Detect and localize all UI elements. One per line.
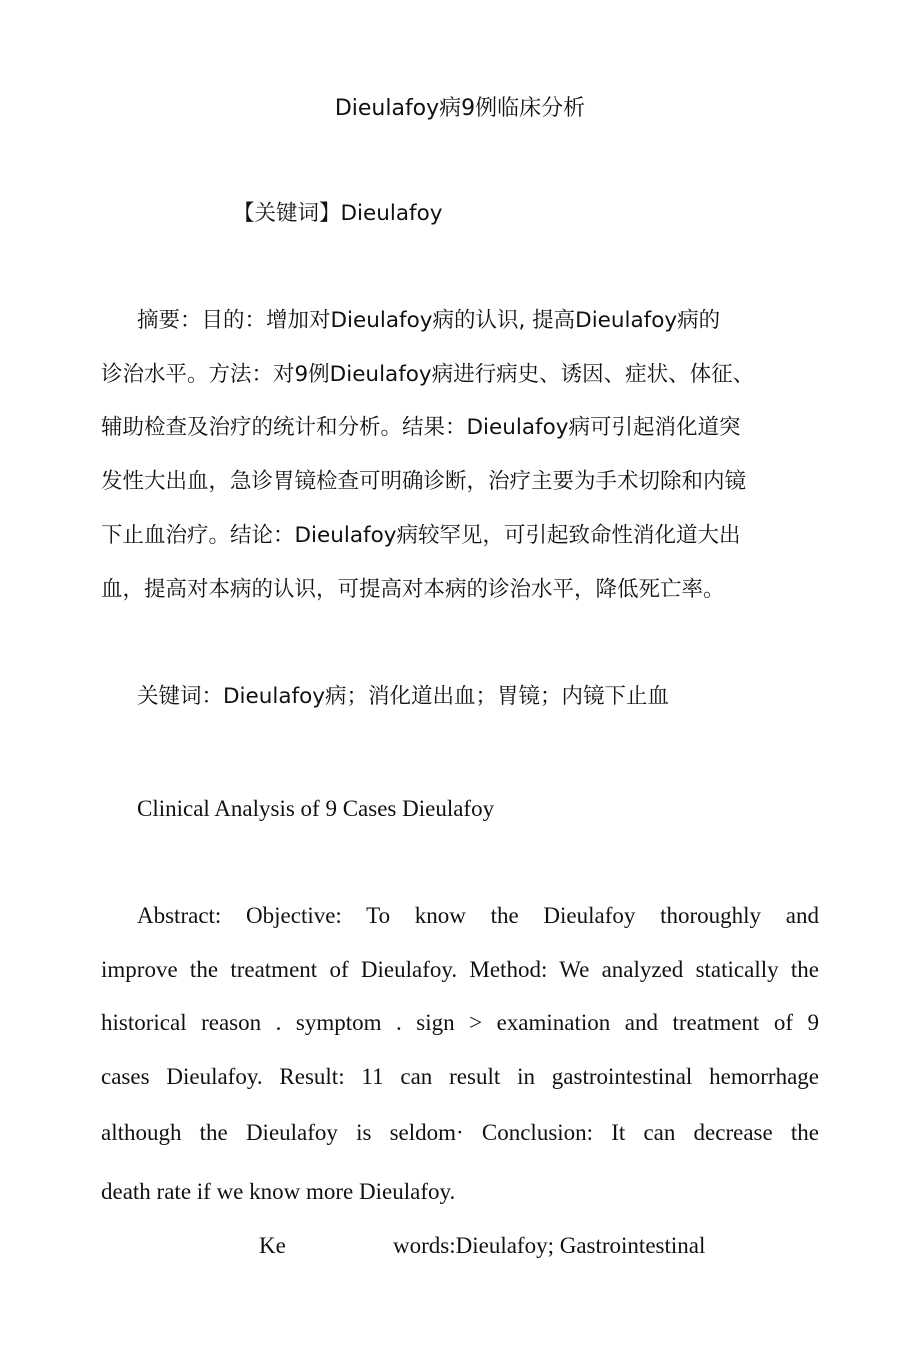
abstract-cn-line: 下止血治疗。结论：Dieulafoy病较罕见，可引起致命性消化道大出 xyxy=(101,523,741,548)
english-title: Clinical Analysis of 9 Cases Dieulafoy xyxy=(137,796,495,821)
paper-title: Dieulafoy病9例临床分析 xyxy=(334,96,586,121)
abstract-en-line: although the Dieulafoy is seldom· Conclusion: It can decrease the xyxy=(101,1120,819,1145)
abstract-cn-line: 血，提高对本病的认识，可提高对本病的诊治水平，降低死亡率。 xyxy=(101,577,725,602)
abstract-cn-line: 摘要：目的：增加对Dieulafoy病的认识, 提高Dieulafoy病的 xyxy=(137,308,721,333)
keywords-cn: 关键词：Dieulafoy病；消化道出血；胃镜；内镜下止血 xyxy=(137,684,669,709)
abstract-cn-line: 发性大出血，急诊胃镜检查可明确诊断，治疗主要为手术切除和内镜 xyxy=(101,469,747,494)
abstract-en-line: improve the treatment of Dieulafoy. Method: We analyzed statically the xyxy=(101,957,819,982)
abstract-cn-line: 诊治水平。方法：对9例Dieulafoy病进行病史、诱因、症状、体征、 xyxy=(101,362,755,387)
abstract-en-line: cases Dieulafoy. Result: 11 can result in gastrointestinal hemorrhage xyxy=(101,1064,819,1089)
abstract-en-line: historical reason . symptom . sign > examination and treatment of 9 xyxy=(101,1010,819,1035)
keywords-en-text: words:Dieulafoy; Gastrointestinal xyxy=(393,1233,706,1258)
keywords-en-prefix: Ke xyxy=(259,1233,286,1258)
abstract-en-line: Abstract: Objective: To know the Dieulafoy thoroughly and xyxy=(137,903,819,928)
keyword-heading: 【关键词】Dieulafoy xyxy=(233,201,443,226)
abstract-en-line: death rate if we know more Dieulafoy. xyxy=(101,1179,456,1204)
abstract-cn-line: 辅助检查及治疗的统计和分析。结果：Dieulafoy病可引起消化道突 xyxy=(101,415,741,440)
